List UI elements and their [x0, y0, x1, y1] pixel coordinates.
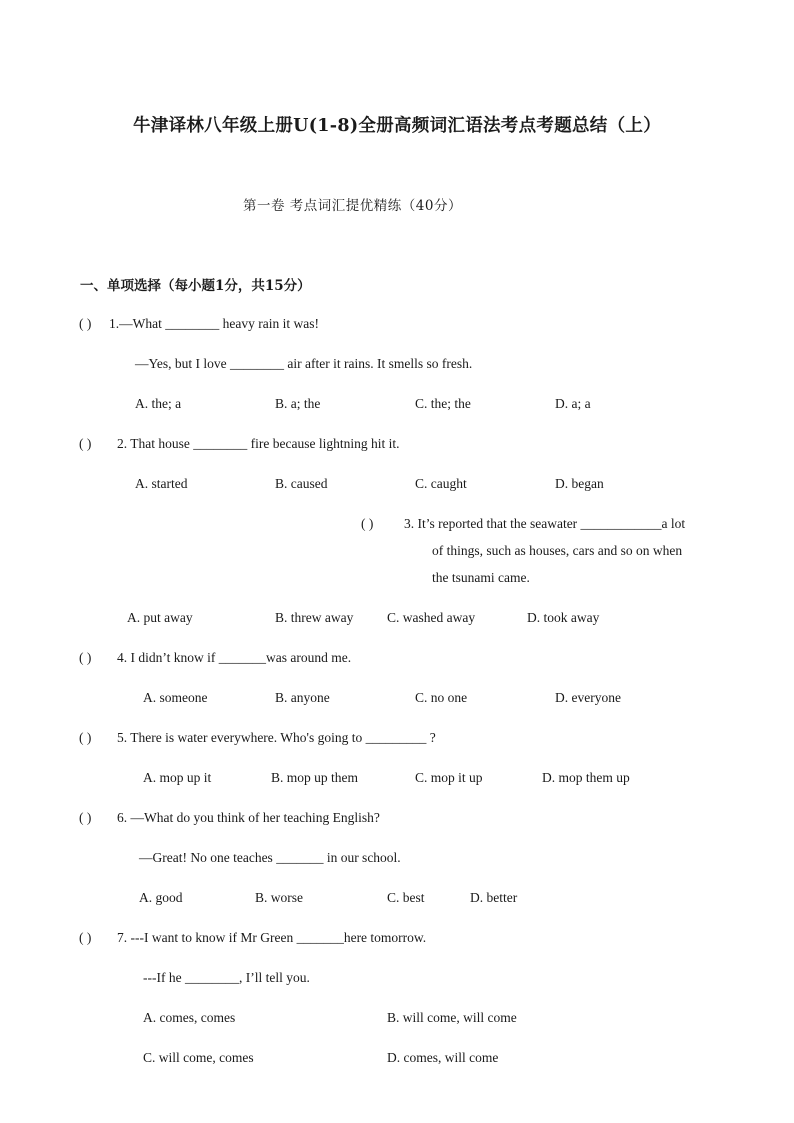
option-a: A. good	[139, 890, 183, 905]
option-b: B. will come, will come	[387, 1010, 517, 1025]
option-c: C. caught	[415, 476, 467, 491]
option-a: A. started	[135, 476, 188, 491]
option-c: C. no one	[415, 690, 468, 705]
question-stem: 5. There is water everywhere. Who's going to _________ ?	[117, 730, 436, 745]
paper-subtitle: 第一卷 考点词汇提优精练（40分）	[243, 198, 462, 214]
answer-paren[interactable]: ( )	[79, 650, 92, 665]
option-a: A. the; a	[135, 396, 182, 411]
question-stem-continued: the tsunami came.	[432, 570, 530, 585]
option-d: D. began	[555, 476, 604, 491]
option-b: B. caused	[275, 476, 328, 491]
option-a: A. someone	[143, 690, 208, 705]
option-c: C. washed away	[387, 610, 476, 625]
option-a: A. mop up it	[143, 770, 212, 785]
option-c: C. will come, comes	[143, 1050, 254, 1065]
question-stem: 7. ---I want to know if Mr Green _______here tomorrow.	[117, 930, 427, 945]
option-d: D. mop them up	[542, 770, 630, 785]
question-stem: 2. That house ________ fire because lightning hit it.	[117, 436, 400, 451]
question-stem: 1.—What ________ heavy rain it was!	[109, 316, 319, 331]
question-stem-continued: of things, such as houses, cars and so on when	[432, 543, 683, 558]
option-d: D. a; a	[555, 396, 591, 411]
question-stem: 3. It’s reported that the seawater ____________a lot	[404, 516, 686, 531]
option-d: D. better	[470, 890, 518, 905]
answer-paren[interactable]: ( )	[79, 810, 92, 825]
answer-paren[interactable]: ( )	[79, 730, 92, 745]
option-a: A. put away	[127, 610, 193, 625]
question-stem-continued: —Yes, but I love ________ air after it rains. It smells so fresh.	[135, 356, 473, 371]
option-a: A. comes, comes	[143, 1010, 236, 1025]
option-b: B. mop up them	[271, 770, 358, 785]
option-d: D. everyone	[555, 690, 621, 705]
option-b: B. a; the	[275, 396, 321, 411]
option-b: B. anyone	[275, 690, 330, 705]
question-stem-continued: ---If he ________, I’ll tell you.	[143, 970, 310, 985]
option-c: C. best	[387, 890, 425, 905]
answer-paren[interactable]: ( )	[79, 930, 92, 945]
question-stem: 4. I didn’t know if _______was around me.	[117, 650, 352, 665]
answer-paren[interactable]: ( )	[361, 516, 374, 531]
answer-paren[interactable]: ( )	[79, 316, 92, 331]
answer-paren[interactable]: ( )	[79, 436, 92, 451]
question-stem-continued: —Great! No one teaches _______ in our school.	[139, 850, 401, 865]
section-heading: 一、单项选择（每小题1分，共15分）	[80, 278, 311, 294]
option-b: B. threw away	[275, 610, 354, 625]
option-c: C. the; the	[415, 396, 471, 411]
page-title: 牛津译林八年级上册U(1-8)全册高频词汇语法考点考题总结（上）	[132, 116, 662, 136]
question-stem: 6. —What do you think of her teaching English?	[117, 810, 380, 825]
option-d: D. took away	[527, 610, 600, 625]
option-c: C. mop it up	[415, 770, 483, 785]
option-d: D. comes, will come	[387, 1050, 499, 1065]
option-b: B. worse	[255, 890, 303, 905]
